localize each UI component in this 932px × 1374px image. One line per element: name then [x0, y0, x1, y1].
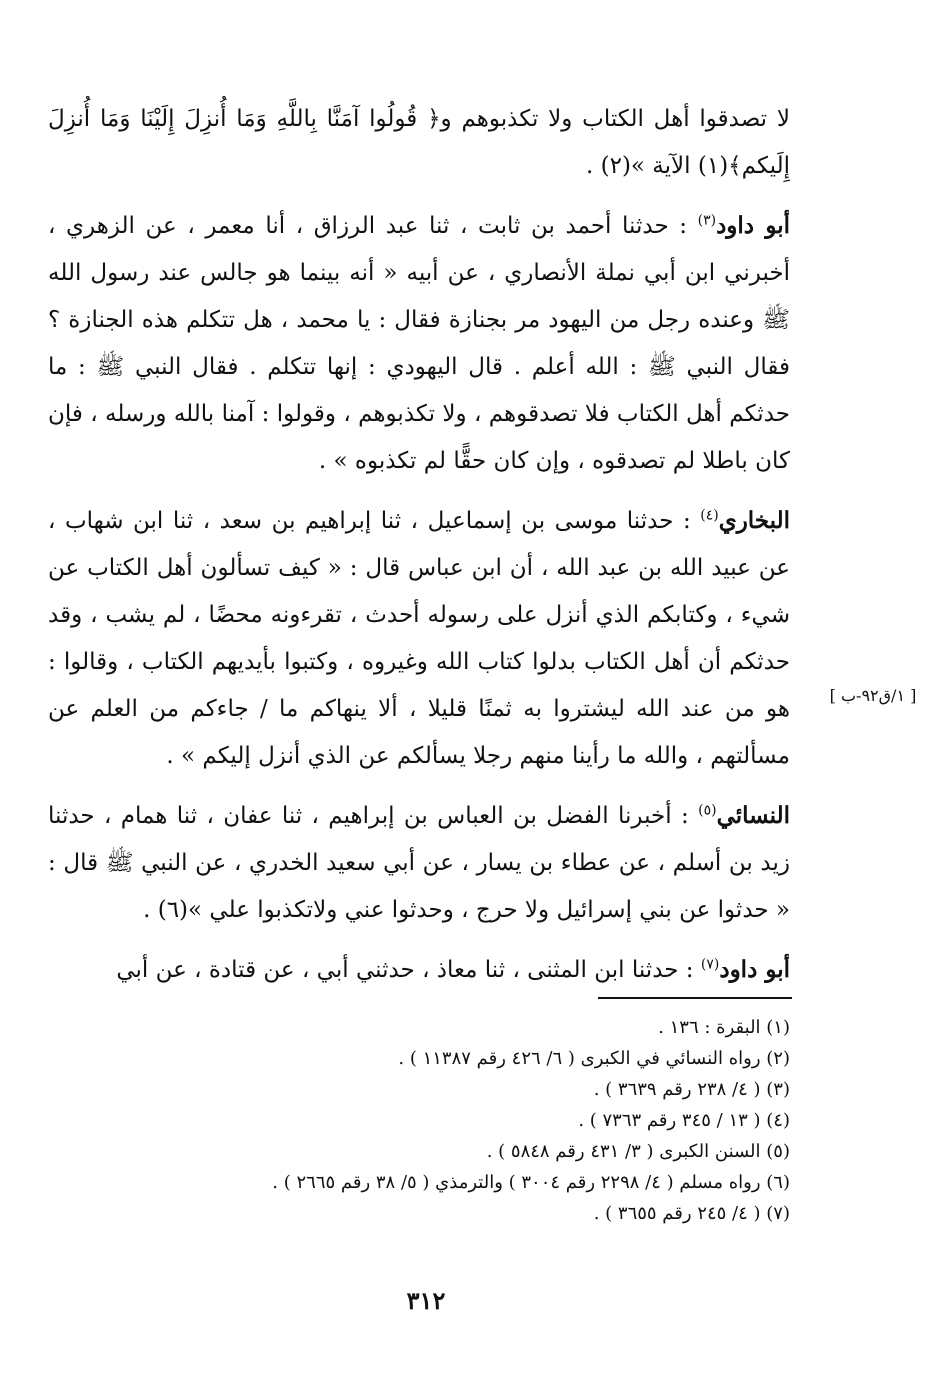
paragraph-head: النسائي	[716, 802, 790, 829]
paragraph-abu-dawud-1	[48, 202, 790, 485]
paragraph-text: : حدثنا ابن المثنى ، ثنا معاذ ، حدثني أبي ، عن قتادة ، عن أبي	[116, 957, 701, 983]
footnote: (٧) ( ٤/ ٢٤٥ رقم ٣٦٥٥ ) .	[593, 1203, 790, 1224]
footnote-ref: (٧)	[700, 956, 720, 973]
footnote: (١) البقرة : ١٣٦ .	[658, 1017, 790, 1038]
paragraph-nasai	[48, 792, 790, 934]
footnote-divider	[598, 997, 792, 999]
paragraph-text: لا تصدقوا أهل الكتاب ولا تكذبوهم و﴿ قُولُوا آمَنَّا بِاللَّهِ وَمَا أُنزِلَ إِلَيْنَا وَمَا أُنزِلَ إِلَيكم﴾(١) الآية »(٢) .	[48, 106, 790, 179]
footnote: (٥) السنن الكبرى ( ٣/ ٤٣١ رقم ٥٨٤٨ ) .	[486, 1141, 790, 1162]
paragraph-text: : حدثنا موسى بن إسماعيل ، ثنا إبراهيم بن سعد ، ثنا ابن شهاب ، عن عبيد الله بن عبد الله ، أن ابن عباس قال : « كيف تسألون أهل الكتاب عن شيء ، وكتابكم الذي أنزل على رسوله أحدث ، تقرءونه محضًا ، لم يشب ، وقد حدثكم أن أهل الكتاب بدلوا كتاب الله وغيروه ، وكتبوا بأيديهم الكتاب ، وقالوا : هو من عند الله ليشتروا به ثمنًا قليلا ، ألا ينهاكم ما / جاءكم من العلم عن مسألتهم ، والله ما رأينا منهم رجلا يسألكم عن الذي أنزل إليكم » .	[48, 508, 790, 769]
manuscript-folio-marker: [ ١/ق٩٢-ب ]	[829, 686, 917, 705]
main-text	[48, 95, 790, 1006]
paragraph-text: : حدثنا أحمد بن ثابت ، ثنا عبد الرزاق ، أنا معمر ، عن الزهري ، أخبرني ابن أبي نملة الأنصاري ، عن أبيه « أنه بينما هو جالس عند رسول الله ﷺ وعنده رجل من اليهود مر بجنازة فقال : يا محمد ، هل تتكلم هذه الجنازة ؟ فقال النبي ﷺ : الله أعلم . قال اليهودي : إنها تتكلم . فقال النبي ﷺ : ما حدثكم أهل الكتاب فلا تصدقوهم ، ولا تكذبوهم ، وقولوا : آمنا بالله ورسله ، فإن كان باطلا لم تصدقوه ، وإن كان حقًّا لم تكذبوه » .	[48, 213, 790, 474]
paragraph-head: البخاري	[718, 507, 790, 534]
paragraph-bukhari	[48, 497, 790, 780]
paragraph-abu-dawud-2	[48, 946, 790, 994]
paragraph-head: أبو داود	[716, 212, 790, 239]
footnote: (٣) ( ٤/ ٢٣٨ رقم ٣٦٣٩ ) .	[593, 1079, 790, 1100]
footnote: (٦) رواه مسلم ( ٤/ ٢٢٩٨ رقم ٣٠٠٤ ) والترمذي ( ٥/ ٣٨ رقم ٢٦٦٥ ) .	[272, 1172, 790, 1193]
paragraph-text: : أخبرنا الفضل بن العباس بن إبراهيم ، ثنا عفان ، ثنا همام ، حدثنا زيد بن أسلم ، عن عطاء بن يسار ، عن أبي سعيد الخدري ، عن النبي ﷺ قال : « حدثوا عن بني إسرائيل ولا حرج ، وحدثوا عني ولاتكذبوا علي »(٦) .	[48, 803, 790, 923]
footnote: (٤) ( ١٣ / ٣٤٥ رقم ٧٣٦٣ ) .	[578, 1110, 790, 1131]
footnote: (٢) رواه النسائي في الكبرى ( ٦/ ٤٢٦ رقم ١١٣٨٧ ) .	[398, 1048, 790, 1069]
footnote-ref: (٣)	[697, 212, 717, 229]
paragraph-head: أبو داود	[719, 956, 790, 983]
page-number: ٣١٢	[406, 1286, 446, 1315]
footnote-ref: (٥)	[698, 802, 717, 819]
paragraph-quran-quote	[48, 95, 790, 190]
footnotes	[48, 1012, 790, 1229]
footnote-ref: (٤)	[700, 507, 719, 524]
